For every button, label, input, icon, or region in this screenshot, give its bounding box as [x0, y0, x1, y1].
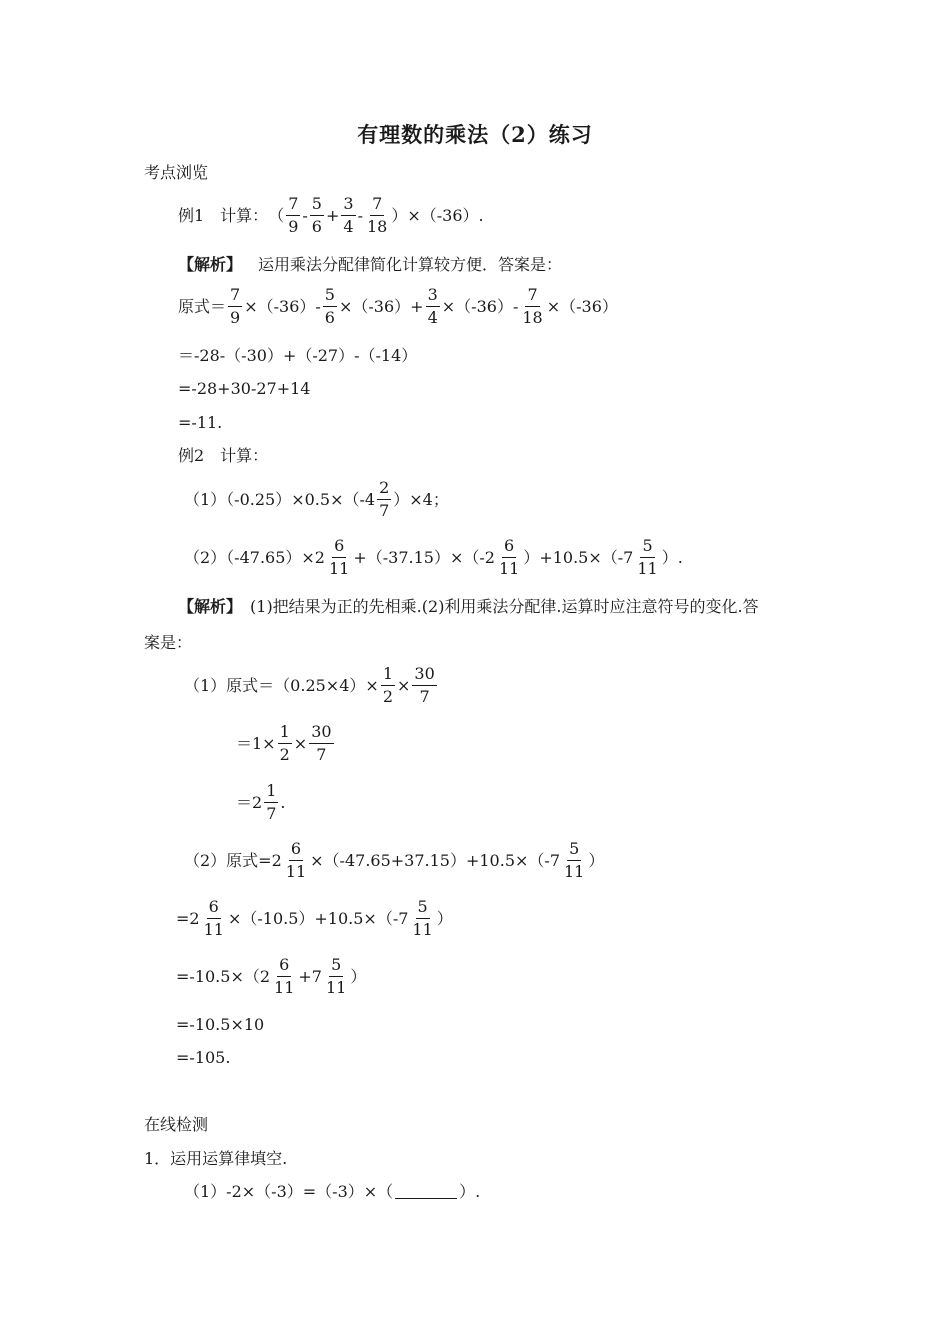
fraction: $\frac{7}{18}$	[366, 194, 388, 236]
text: ）×（-36）.	[391, 205, 484, 225]
fraction: $\frac{5}{6}$	[311, 194, 322, 236]
text: +7	[298, 966, 322, 986]
example-2-part-2	[184, 538, 683, 577]
solution-2b-line-2	[176, 899, 453, 938]
solution-2a-line-3	[236, 783, 285, 822]
operator: -	[302, 205, 308, 225]
solution-1-line-2: ＝-28-（-30）+（-27）-（-14）	[178, 346, 418, 365]
fraction: $\frac{6}{11}$	[328, 536, 350, 578]
example-1	[178, 196, 484, 235]
text: ×（-36）+	[338, 296, 424, 316]
solution-2b-line-4: =-10.5×10	[176, 1015, 265, 1034]
text: ）	[436, 908, 453, 928]
text: （2）（-47.65）×2	[184, 547, 325, 567]
analysis-tag: 【解析】	[178, 597, 243, 616]
text: =-10.5×（2	[176, 966, 271, 986]
section-heading-online-check: 在线检测	[144, 1115, 209, 1134]
page-title: 有理数的乘法（2）练习	[357, 122, 593, 147]
text: ）.	[459, 1182, 481, 1201]
text: （	[268, 205, 285, 225]
text: ＝2	[236, 792, 263, 812]
solution-2-intro	[178, 599, 759, 615]
solution-1-intro	[178, 257, 562, 273]
solution-2b-line-1	[184, 841, 604, 880]
text: （1）-2×（-3）=（-3）×（	[184, 1182, 394, 1201]
fraction: $\frac{1}{2}$	[279, 722, 290, 764]
example-2-part-1	[184, 480, 449, 519]
fraction: $\frac{7}{9}$	[288, 194, 299, 236]
text: .	[280, 792, 286, 812]
fraction: $\frac{3}{4}$	[427, 285, 438, 327]
text: ）	[588, 850, 605, 870]
solution-2-intro-cont: 案是：	[144, 633, 193, 652]
text: ）.	[661, 547, 683, 567]
solution-1-line-1	[178, 287, 618, 326]
solution-2b-line-5: =-105.	[176, 1048, 231, 1067]
text: ）×4；	[393, 489, 449, 509]
solution-2b-line-3	[176, 957, 366, 996]
text: +（-37.15）×（-2	[353, 547, 495, 567]
analysis-tag: 【解析】	[178, 255, 243, 274]
text: （1）（-0.25）×0.5×（-4	[184, 489, 376, 509]
example-2-label: 例2 计算：	[178, 446, 269, 465]
text: 原式＝	[178, 296, 227, 316]
fraction: $\frac{30}{7}$	[414, 664, 435, 706]
fraction: $\frac{5}{11}$	[637, 536, 658, 578]
fraction: $\frac{6}{11}$	[203, 897, 224, 939]
text: ＝1×	[236, 733, 276, 753]
fraction: $\frac{6}{11}$	[285, 839, 307, 881]
section-heading-review: 考点浏览	[144, 163, 209, 182]
text: ×（-36）-	[244, 296, 321, 316]
example-label: 例1 计算：	[178, 205, 269, 225]
text: ×（-47.65+37.15）+10.5×（-7	[310, 850, 560, 870]
text: 运用乘法分配律简化计算较方便．答案是：	[258, 255, 563, 274]
solution-2a-line-1	[184, 666, 439, 705]
solution-1-line-4: =-11.	[178, 413, 223, 432]
text: =2	[176, 908, 200, 928]
fraction: $\frac{30}{7}$	[311, 722, 332, 764]
text: ×	[397, 675, 411, 695]
fraction: $\frac{5}{11}$	[564, 839, 585, 881]
fraction: $\frac{5}{11}$	[325, 955, 347, 997]
text: （1）原式＝（0.25×4）×	[184, 675, 379, 695]
operator: -	[357, 205, 363, 225]
solution-2a-line-2	[236, 724, 336, 763]
solution-1-line-3: =-28+30-27+14	[178, 379, 311, 398]
question-1: 1．运用运算律填空.	[144, 1149, 288, 1168]
text: ）	[350, 966, 367, 986]
fraction: $\frac{2}{7}$	[379, 478, 390, 520]
fraction: $\frac{5}{11}$	[412, 897, 433, 939]
fraction: $\frac{3}{4}$	[343, 194, 354, 236]
answer-blank[interactable]	[395, 1186, 457, 1199]
fraction: $\frac{1}{7}$	[266, 781, 277, 823]
text: （2）原式=2	[184, 850, 282, 870]
fraction: $\frac{7}{9}$	[230, 285, 241, 327]
text: (1)把结果为正的先相乘.(2)利用乘法分配律.运算时应注意符号的变化.答	[250, 597, 759, 616]
fraction: $\frac{5}{6}$	[324, 285, 335, 327]
fraction: $\frac{1}{2}$	[382, 664, 393, 706]
text: ×（-36）	[546, 296, 618, 316]
fraction: $\frac{6}{11}$	[274, 955, 295, 997]
operator: +	[325, 205, 340, 225]
text: ×（-36）-	[441, 296, 519, 316]
question-1-part-1	[184, 1184, 480, 1200]
fraction: $\frac{6}{11}$	[498, 536, 520, 578]
text: ×（-10.5）+10.5×（-7	[227, 908, 409, 928]
fraction: $\frac{7}{18}$	[522, 285, 543, 327]
text: ×	[293, 733, 308, 753]
text: ）+10.5×（-7	[523, 547, 634, 567]
